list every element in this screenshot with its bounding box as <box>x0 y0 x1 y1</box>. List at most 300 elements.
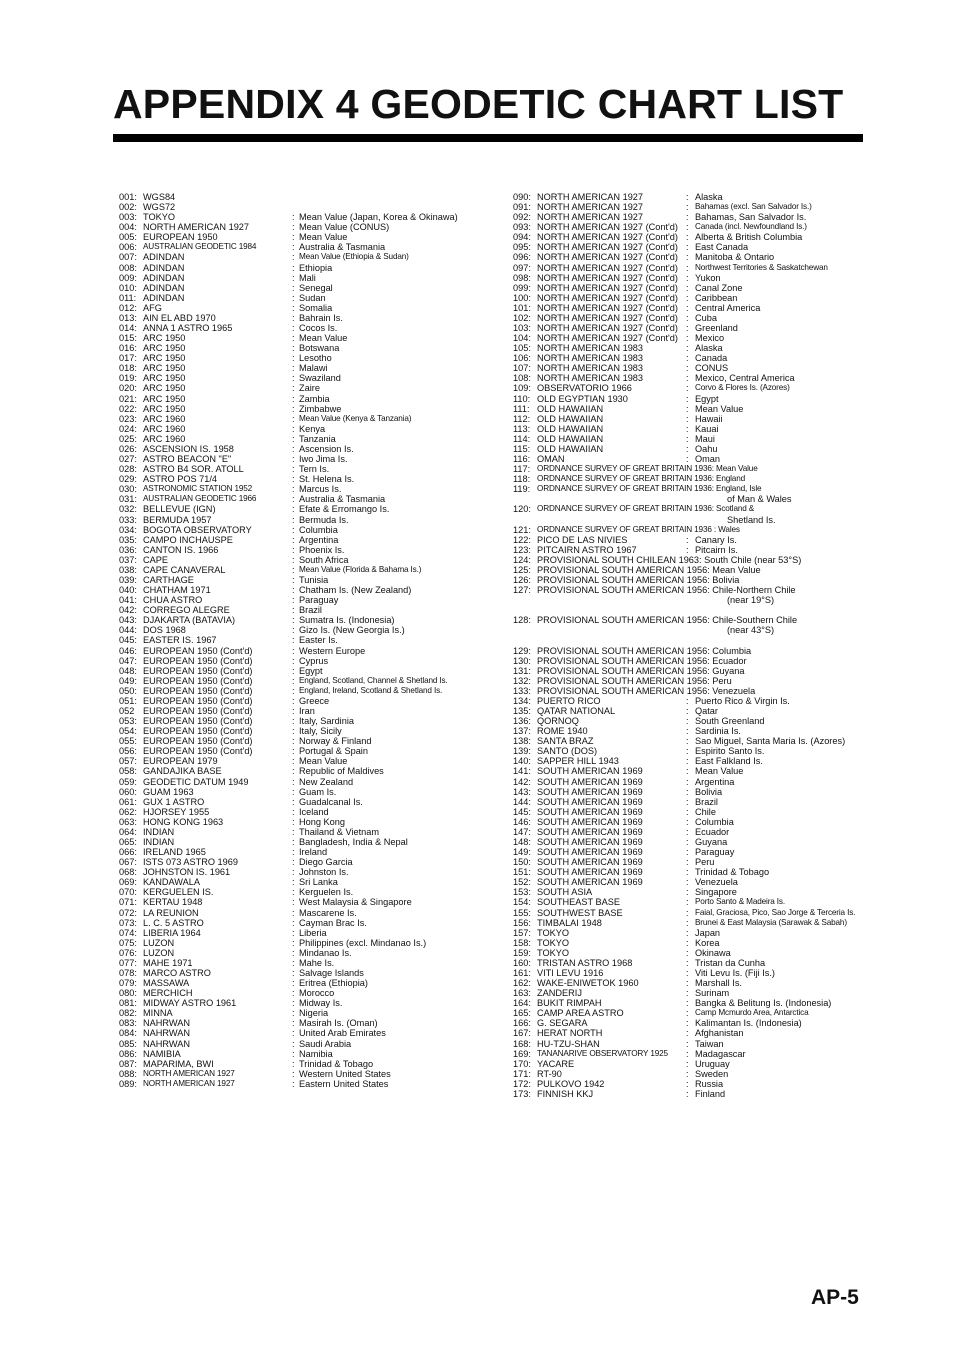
datum-number: 127: <box>513 585 531 596</box>
list-item <box>513 1079 858 1089</box>
separator: : <box>686 766 689 777</box>
datum-number: 019: <box>119 373 137 384</box>
datum-name: PICO DE LAS NIVIES <box>537 534 628 545</box>
datum-name: ASTRO B4 SOR. ATOLL <box>143 464 244 475</box>
datum-name: CAMPO INCHAUSPE <box>143 534 233 545</box>
datum-number: 047: <box>119 655 137 666</box>
datum-number: 095: <box>513 242 531 253</box>
datum-area: Madagascar <box>695 1048 746 1059</box>
list-item <box>513 867 858 877</box>
list-item <box>513 212 858 222</box>
list-item <box>119 605 494 615</box>
list-item <box>119 363 494 373</box>
list-item <box>119 1059 494 1069</box>
datum-number: 160: <box>513 957 531 968</box>
datum-area: Italy, Sicily <box>299 726 342 737</box>
separator: : <box>686 857 689 868</box>
datum-number: 010: <box>119 282 137 293</box>
datum-area: Malawi <box>299 363 328 374</box>
list-item <box>119 615 494 625</box>
datum-name: NORTH AMERICAN 1927 (Cont'd) <box>537 312 678 323</box>
datum-number: 163: <box>513 988 531 999</box>
datum-number: 099: <box>513 282 531 293</box>
list-item <box>119 968 494 978</box>
separator: : <box>686 302 689 313</box>
datum-area: Kenya <box>299 423 326 434</box>
separator: : <box>292 323 295 334</box>
datum-area: Egypt <box>695 393 719 404</box>
datum-number: 080: <box>119 988 137 999</box>
separator: : <box>292 504 295 515</box>
datum-number: 030: <box>119 484 137 495</box>
list-spacer <box>513 635 858 645</box>
datum-number: 079: <box>119 978 137 989</box>
datum-number: 102: <box>513 312 531 323</box>
datum-name: OLD HAWAIIAN <box>537 443 604 454</box>
separator: : <box>292 957 295 968</box>
datum-area: Hong Kong <box>299 816 345 827</box>
datum-area: Australia & Tasmania <box>299 242 386 253</box>
list-item <box>513 686 858 696</box>
separator: : <box>292 252 295 263</box>
datum-area: Sardinia Is. <box>695 726 741 737</box>
list-item <box>119 827 494 837</box>
datum-area: Mindanao Is. <box>299 947 352 958</box>
list-item <box>119 192 494 202</box>
datum-number: 134: <box>513 695 531 706</box>
datum-name: HERAT NORTH <box>537 1028 603 1039</box>
datum-number: 143: <box>513 786 531 797</box>
datum-area: Manitoba & Ontario <box>695 252 775 263</box>
list-item <box>513 928 858 938</box>
separator: : <box>292 403 295 414</box>
separator: : <box>292 1048 295 1059</box>
separator: : <box>686 544 689 555</box>
datum-name: INDIAN <box>143 837 175 847</box>
list-item <box>513 263 858 273</box>
separator: : <box>292 1008 295 1019</box>
separator: : <box>686 1068 689 1079</box>
datum-number: 157: <box>513 927 531 938</box>
datum-name: NORTH AMERICAN 1983 <box>537 353 644 364</box>
datum-name: CARTHAGE <box>143 574 194 585</box>
datum-name: OLD EGYPTIAN 1930 <box>537 393 628 404</box>
datum-name: BERMUDA 1957 <box>143 514 212 525</box>
datum-number: 068: <box>119 867 137 878</box>
datum-area: South Greenland <box>695 716 765 727</box>
separator: : <box>292 413 295 424</box>
list-item <box>119 484 494 494</box>
datum-area: Argentina <box>695 776 735 787</box>
datum-area: Porto Santo & Madeira Is. <box>695 897 785 907</box>
datum-name: ARC 1960 <box>143 433 186 444</box>
datum-number: 170: <box>513 1058 531 1069</box>
list-item <box>119 263 494 273</box>
separator: : <box>292 1058 295 1069</box>
list-item <box>119 1039 494 1049</box>
list-item <box>119 383 494 393</box>
list-item <box>119 313 494 323</box>
datum-area: Liberia <box>299 927 327 938</box>
separator: : <box>686 1048 689 1059</box>
list-item <box>513 1069 858 1079</box>
datum-number: 162: <box>513 978 531 989</box>
separator: : <box>686 937 689 948</box>
datum-name: OLD HAWAIIAN <box>537 433 604 444</box>
datum-number: 106: <box>513 353 531 364</box>
separator: : <box>686 454 689 465</box>
datum-number: 156: <box>513 917 531 928</box>
datum-number: 062: <box>119 806 137 817</box>
datum-area: Italy, Sardinia <box>299 716 354 727</box>
datum-name: ADINDAN <box>143 292 185 303</box>
list-item <box>119 545 494 555</box>
list-item <box>513 988 858 998</box>
datum-area: Mean Value <box>299 232 348 243</box>
list-item <box>513 756 858 766</box>
list-item <box>513 343 858 353</box>
list-item <box>119 847 494 857</box>
list-item <box>119 766 494 776</box>
list-item <box>513 373 858 383</box>
separator: : <box>292 766 295 777</box>
datum-name: EUROPEAN 1950 (Cont'd) <box>143 665 253 676</box>
datum-name: NORTH AMERICAN 1927 (Cont'd) <box>537 282 678 293</box>
datum-number: 139: <box>513 746 531 757</box>
datum-area: Corvo & Flores Is. (Azores) <box>695 383 790 393</box>
datum-number: 015: <box>119 333 137 344</box>
datum-area: Canal Zone <box>695 282 743 293</box>
datum-number: 021: <box>119 393 137 404</box>
list-item <box>119 1069 494 1079</box>
datum-number: 158: <box>513 937 531 948</box>
separator: : <box>686 746 689 757</box>
datum-area: Russia <box>695 1078 724 1089</box>
datum-area: Columbia <box>695 816 734 827</box>
datum-area: Faial, Graciosa, Pico, Sao Jorge & Terceria Is. <box>695 907 856 917</box>
datum-area: Bahrain Is. <box>299 312 343 323</box>
datum-number: 109: <box>513 383 531 394</box>
datum-entry: PROVISIONAL SOUTH AMERICAN 1956: Bolivia <box>537 574 740 585</box>
datum-area: Mean Value <box>695 766 744 777</box>
list-item <box>119 635 494 645</box>
list-item <box>119 1049 494 1059</box>
datum-area: St. Helena Is. <box>299 474 355 485</box>
datum-number: 069: <box>119 877 137 888</box>
list-item <box>513 333 858 343</box>
separator: : <box>686 333 689 344</box>
datum-entry: ORDNANCE SURVEY OF GREAT BRITAIN 1936: England, Isle <box>537 484 762 494</box>
datum-entry: ORDNANCE SURVEY OF GREAT BRITAIN 1936: Mean Value <box>537 464 758 474</box>
separator: : <box>686 917 689 928</box>
datum-area: Guyana <box>695 837 728 847</box>
datum-name: KANDAWALA <box>143 877 201 888</box>
datum-area: Ethiopia <box>299 262 333 273</box>
list-spacer <box>513 605 858 615</box>
datum-name: CANTON IS. 1966 <box>143 544 219 555</box>
datum-number: 032: <box>119 504 137 515</box>
list-item <box>513 666 858 676</box>
separator: : <box>292 857 295 868</box>
datum-name: ARC 1950 <box>143 353 186 364</box>
datum-name: EUROPEAN 1950 (Cont'd) <box>143 675 253 686</box>
datum-area: Marshall Is. <box>695 978 742 989</box>
list-item <box>119 877 494 887</box>
datum-area: Somalia <box>299 302 333 313</box>
separator: : <box>292 716 295 727</box>
separator: : <box>292 282 295 293</box>
datum-number: 026: <box>119 443 137 454</box>
separator: : <box>292 312 295 323</box>
datum-name: CHATHAM 1971 <box>143 585 211 596</box>
separator: : <box>686 695 689 706</box>
separator: : <box>292 645 295 656</box>
datum-area: Peru <box>695 857 715 868</box>
datum-number: 123: <box>513 544 531 555</box>
datum-area: Johnston Is. <box>299 867 349 878</box>
datum-number: 023: <box>119 413 137 424</box>
list-item <box>119 746 494 756</box>
datum-number: 065: <box>119 837 137 847</box>
datum-number: 008: <box>119 262 137 273</box>
list-item <box>119 897 494 907</box>
datum-number: 169: <box>513 1048 531 1059</box>
list-item <box>119 273 494 283</box>
datum-area: Iran <box>299 705 315 716</box>
datum-entry: ORDNANCE SURVEY OF GREAT BRITAIN 1936 : Wales <box>537 524 740 534</box>
datum-number: 056: <box>119 746 137 757</box>
datum-name: SOUTH AMERICAN 1969 <box>537 857 643 868</box>
list-item <box>119 1079 494 1089</box>
separator: : <box>292 988 295 999</box>
datum-number: 091: <box>513 202 531 213</box>
separator: : <box>292 847 295 858</box>
datum-number: 024: <box>119 423 137 434</box>
datum-number: 039: <box>119 574 137 585</box>
datum-area: Republic of Maldives <box>299 766 384 777</box>
datum-name: EUROPEAN 1950 <box>143 232 218 243</box>
list-item <box>119 555 494 565</box>
separator: : <box>292 675 295 686</box>
list-item <box>119 797 494 807</box>
datum-area: Greece <box>299 695 330 706</box>
list-item <box>119 686 494 696</box>
datum-number: 018: <box>119 363 137 374</box>
datum-area: England, Ireland, Scotland & Shetland Is. <box>299 685 443 695</box>
datum-name: NORTH AMERICAN 1927 (Cont'd) <box>537 262 678 273</box>
datum-name: LUZON <box>143 937 175 948</box>
datum-area: Cuba <box>695 312 717 323</box>
separator: : <box>292 625 295 636</box>
list-item <box>513 424 858 434</box>
list-item <box>513 646 858 656</box>
datum-area: Sao Miguel, Santa Maria Is. (Azores) <box>695 736 846 747</box>
datum-area: Canada (incl. Newfoundland Is.) <box>695 222 807 232</box>
datum-name: ADINDAN <box>143 262 185 273</box>
datum-number: 089: <box>119 1078 137 1089</box>
datum-name: GUAM 1963 <box>143 786 194 797</box>
datum-area: Puerto Rico & Virgin Is. <box>695 695 790 706</box>
separator: : <box>292 947 295 958</box>
separator: : <box>292 383 295 394</box>
list-item <box>513 525 858 535</box>
list-item <box>119 474 494 484</box>
datum-number: 058: <box>119 766 137 777</box>
list-item <box>513 273 858 283</box>
list-item <box>513 585 858 595</box>
separator: : <box>686 806 689 817</box>
datum-number: 165: <box>513 1008 531 1019</box>
datum-area: Senegal <box>299 282 333 293</box>
datum-name: SOUTH AMERICAN 1969 <box>537 806 643 817</box>
separator: : <box>292 595 295 606</box>
list-item <box>513 575 858 585</box>
datum-number: 013: <box>119 312 137 323</box>
datum-entry: PROVISIONAL SOUTH AMERICAN 1956: Columbia <box>537 645 752 656</box>
datum-name: NORTH AMERICAN 1927 <box>537 212 644 223</box>
datum-number: 087: <box>119 1058 137 1069</box>
datum-number: 038: <box>119 564 137 575</box>
separator: : <box>686 232 689 243</box>
datum-name: OLD HAWAIIAN <box>537 413 604 424</box>
datum-name: NORTH AMERICAN 1983 <box>537 343 644 354</box>
datum-name: IRELAND 1965 <box>143 847 206 858</box>
separator: : <box>292 423 295 434</box>
separator: : <box>686 816 689 827</box>
list-item <box>119 756 494 766</box>
datum-name: HONG KONG 1963 <box>143 816 224 827</box>
datum-name: SOUTH AMERICAN 1969 <box>537 847 643 858</box>
datum-name: EUROPEAN 1950 (Cont'd) <box>143 695 253 706</box>
list-item <box>513 202 858 212</box>
datum-name: SOUTH AMERICAN 1969 <box>537 776 643 787</box>
datum-number: 041: <box>119 595 137 606</box>
list-item <box>513 242 858 252</box>
separator: : <box>292 1038 295 1049</box>
datum-name: WGS72 <box>143 202 176 213</box>
list-item <box>119 293 494 303</box>
datum-area: Brazil <box>695 796 718 807</box>
datum-area: Maui <box>695 433 715 444</box>
separator: : <box>686 837 689 847</box>
separator: : <box>292 968 295 979</box>
separator: : <box>686 736 689 747</box>
datum-name: WAKE-ENIWETOK 1960 <box>537 978 639 989</box>
datum-number: 020: <box>119 383 137 394</box>
datum-area: Diego Garcia <box>299 857 353 868</box>
datum-area: England, Scotland, Channel & Shetland Is. <box>299 675 448 685</box>
datum-area: Nigeria <box>299 1008 329 1019</box>
separator: : <box>686 202 689 213</box>
separator: : <box>686 705 689 716</box>
datum-name: MAHE 1971 <box>143 957 193 968</box>
list-item <box>119 696 494 706</box>
datum-name: ARC 1950 <box>143 373 186 384</box>
separator: : <box>292 685 295 696</box>
datum-area: Salvage Islands <box>299 968 364 979</box>
list-item <box>119 978 494 988</box>
datum-number: 027: <box>119 454 137 465</box>
datum-entry: PROVISIONAL SOUTH AMERICAN 1956: Ecuador <box>537 655 747 666</box>
datum-name: TOKYO <box>537 927 569 938</box>
separator: : <box>686 252 689 263</box>
datum-number: 124: <box>513 554 531 565</box>
datum-area: CONUS <box>695 363 729 374</box>
datum-name: TANANARIVE OBSERVATORY 1925 <box>537 1048 668 1058</box>
datum-area: Surinam <box>695 988 730 999</box>
list-item <box>513 696 858 706</box>
datum-area: Bahamas (excl. San Salvador Is.) <box>695 202 812 212</box>
separator: : <box>686 1078 689 1089</box>
datum-number: 096: <box>513 252 531 263</box>
datum-number: 022: <box>119 403 137 414</box>
datum-number: 149: <box>513 847 531 858</box>
datum-name: HU-TZU-SHAN <box>537 1038 600 1049</box>
separator: : <box>686 1028 689 1039</box>
list-item <box>119 1008 494 1018</box>
datum-name: RT-90 <box>537 1068 562 1079</box>
datum-area: Lesotho <box>299 353 332 364</box>
separator: : <box>686 443 689 454</box>
list-item <box>513 726 858 736</box>
datum-name: NORTH AMERICAN 1983 <box>537 363 644 374</box>
datum-entry: ORDNANCE SURVEY OF GREAT BRITAIN 1936: Scotland & <box>537 504 755 514</box>
datum-name: PUERTO RICO <box>537 695 601 706</box>
datum-number: 159: <box>513 947 531 958</box>
list-item <box>513 1008 858 1018</box>
datum-name: NORTH AMERICAN 1927 (Cont'd) <box>537 323 678 334</box>
datum-name: AUSTRALIAN GEODETIC 1984 <box>143 242 257 252</box>
list-item <box>513 363 858 373</box>
separator: : <box>292 887 295 898</box>
list-item-continuation <box>513 515 858 525</box>
datum-area: Midway Is. <box>299 998 343 1009</box>
datum-name: NORTH AMERICAN 1927 (Cont'd) <box>537 292 678 303</box>
list-item <box>513 777 858 787</box>
datum-number: 081: <box>119 998 137 1009</box>
list-item <box>119 807 494 817</box>
list-item <box>513 998 858 1008</box>
separator: : <box>292 222 295 233</box>
separator: : <box>292 605 295 616</box>
list-item <box>513 474 858 484</box>
datum-number: 108: <box>513 373 531 384</box>
datum-area: Saudi Arabia <box>299 1038 352 1049</box>
separator: : <box>686 877 689 888</box>
datum-number: 007: <box>119 252 137 263</box>
datum-area: Northwest Territories & Saskatchewan <box>695 262 828 272</box>
separator: : <box>292 806 295 817</box>
separator: : <box>292 272 295 283</box>
list-item <box>513 535 858 545</box>
datum-number: 049: <box>119 675 137 686</box>
datum-number: 114: <box>513 433 531 444</box>
datum-area: Cyprus <box>299 655 329 666</box>
datum-name: NAHRWAN <box>143 1028 190 1039</box>
list-item <box>513 897 858 907</box>
datum-number: 078: <box>119 968 137 979</box>
separator: : <box>686 403 689 414</box>
datum-name: ASCENSION IS. 1958 <box>143 443 234 454</box>
list-item <box>119 948 494 958</box>
datum-number: 173: <box>513 1088 531 1099</box>
datum-name: ASTRO BEACON "E" <box>143 454 232 465</box>
page-number: AP-5 <box>811 1286 859 1309</box>
list-item <box>119 444 494 454</box>
datum-number: 094: <box>513 232 531 243</box>
datum-area: East Canada <box>695 242 749 253</box>
separator: : <box>686 312 689 323</box>
